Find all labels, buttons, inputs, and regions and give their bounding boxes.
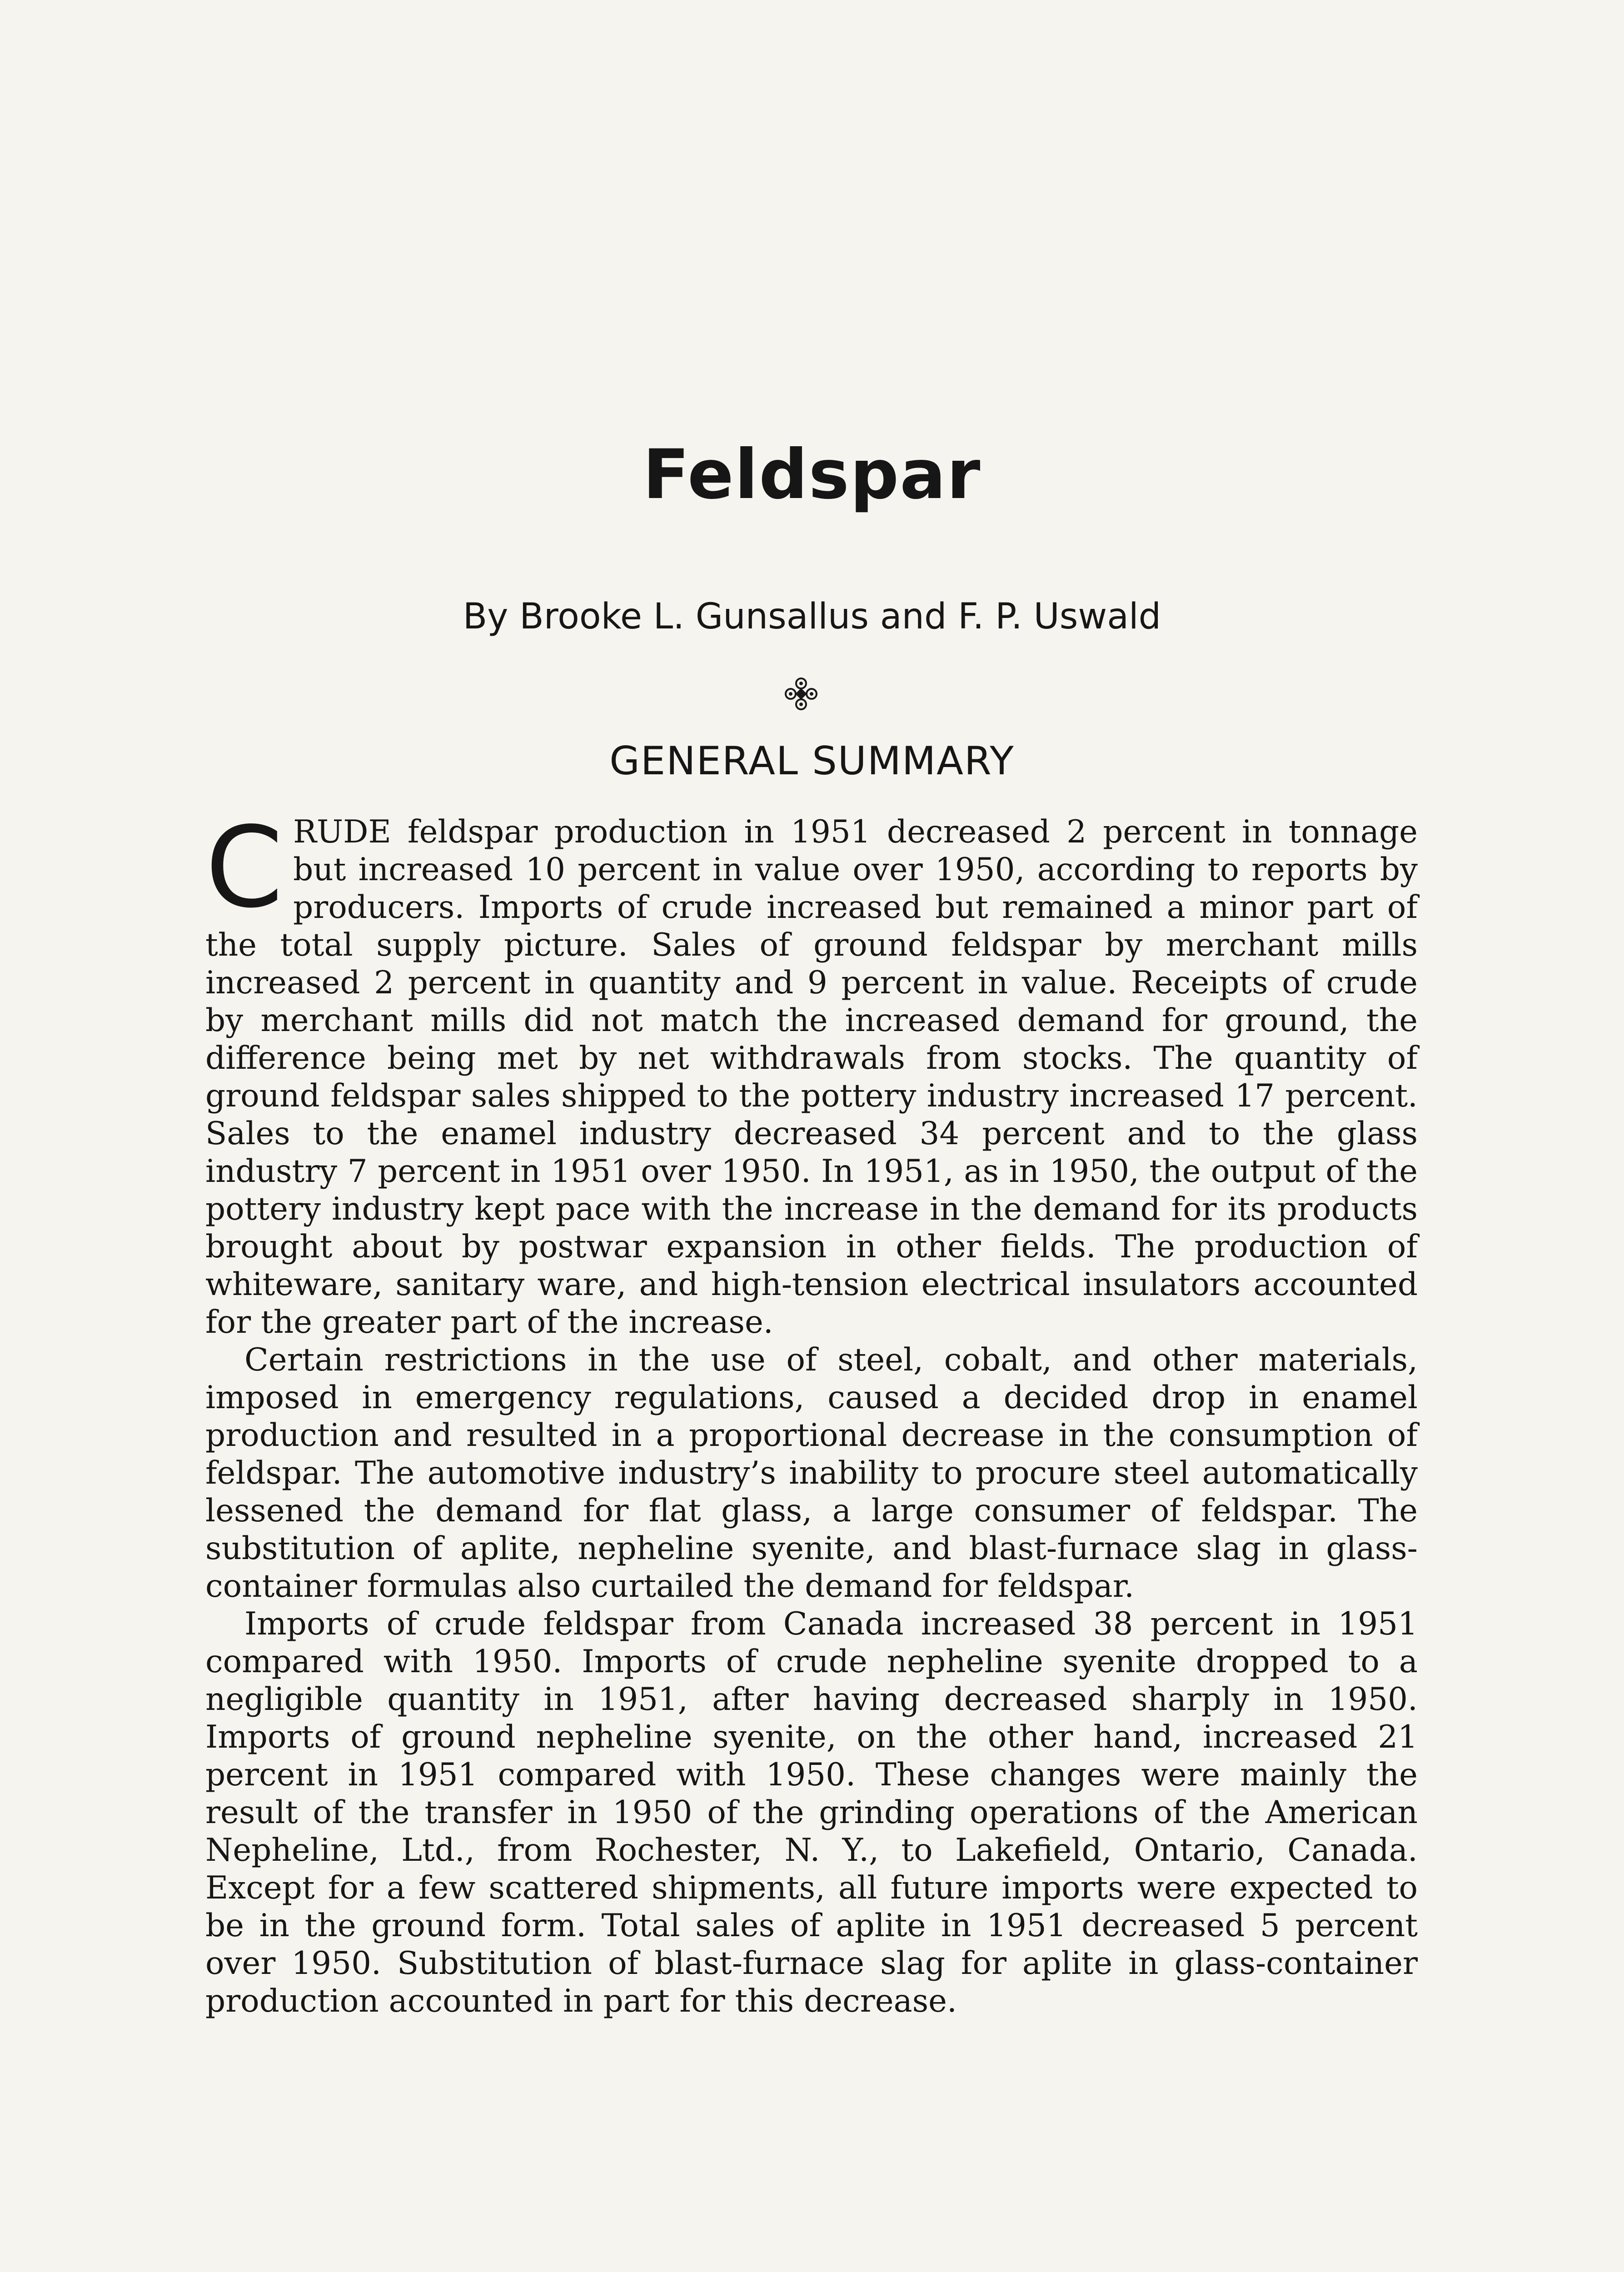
body-text [205,803,1418,2020]
page-title: Feldspar [643,435,981,514]
paragraph-3: Imports of crude feldspar from Canada increased 38 percent in 1951 compared with 1950. Imports of crude nepheline syenite dropped to a negligible quantity in 1951, after having decreased sharply in 1950. Imports of ground nepheline syenite, on the other hand, increased 21 percent in 1951 compared with 1950. These changes were mainly the result of the transfer in 1950 of the grinding operations of the American Nepheline, Ltd., from Rochester, N. Y., to Lakefield, Ontario, Canada. Except for a few scattered shipments, all future imports were expected to be in the ground form. Total sales of aplite in 1951 decreased 5 percent over 1950. Substitution of blast-furnace slag for aplite in glass-container production accounted in part for this decrease. [205,1606,1418,2019]
paragraph-2: Certain restrictions in the use of steel, cobalt, and other materials, imposed in emergency regulations, caused a decided drop in enamel production and resulted in a proportional decrease in the consumption of feldspar. The automotive industry’s inability to procure steel automatically lessened the demand for flat glass, a large consumer of feldspar. The substitution of aplite, nepheline syenite, and blast-furnace slag in glass-container formulas also curtailed the demand for feldspar. [205,1342,1418,1604]
paragraph-1 [205,803,1418,1341]
author-byline: By Brooke L. Gunsallus and F. P. Uswald [463,596,1161,637]
paragraph-1-text: RUDE feldspar production in 1951 decreased 2 percent in tonnage but increased 10 percent in value over 1950, according to reports by producers. Imports of crude increased but remained a minor part of the total supply picture. Sales of ground feldspar by merchant mills increased 2 percent in quantity and 9 percent in value. Receipts of crude by merchant mills did not match the increased demand for ground, the difference being met by net withdrawals from stocks. The quantity of ground feldspar sales shipped to the pottery industry increased 17 percent. Sales to the enamel industry decreased 34 percent and to the glass industry 7 percent in 1951 over 1950. In 1951, as in 1950, the output of the pottery industry kept pace with the increase in the demand for its products brought about by postwar expansion in other fields. The production of whiteware, sanitary ware, and high-tension electrical insulators accounted for the greater part of the increase. [205,814,1418,1340]
section-heading: GENERAL SUMMARY [609,738,1015,784]
drop-cap: C [205,803,284,932]
quatrefoil-ornament-icon [781,673,822,714]
